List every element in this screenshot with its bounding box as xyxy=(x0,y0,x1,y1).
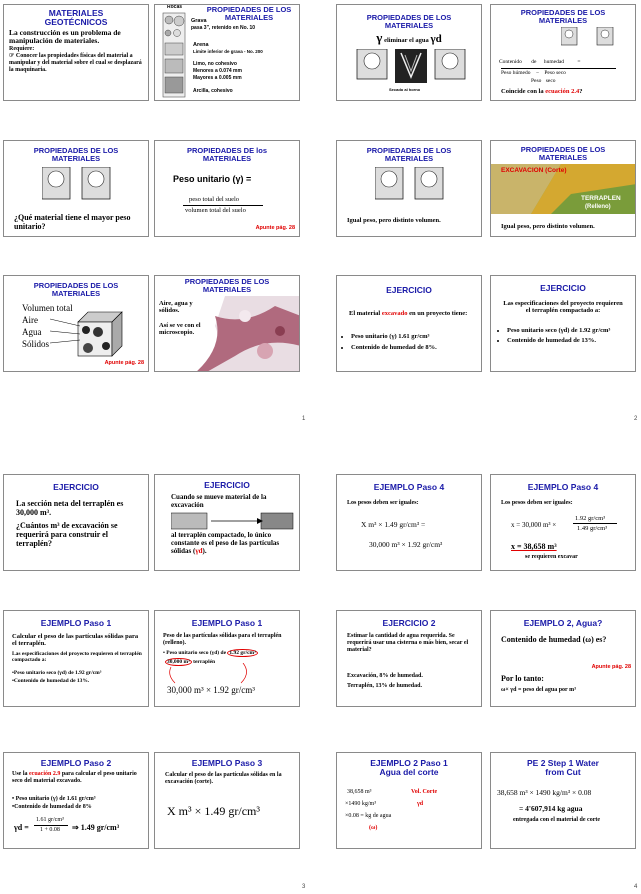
page-number-4: 4 xyxy=(634,884,638,890)
scales-illustration xyxy=(375,167,445,203)
slide-pe2-step1 xyxy=(490,752,636,849)
slide-ejercicio2 xyxy=(336,610,482,707)
eq-term: seco xyxy=(545,78,556,84)
fraction-denominator: volumen total del suelo xyxy=(185,207,246,214)
slide-text: El material xyxy=(349,310,381,317)
slide-materiales-geotecnicos xyxy=(3,4,149,101)
slide-text: ω× γd = peso del agua por m³ xyxy=(501,687,576,693)
slide-text: ? xyxy=(579,88,583,95)
equation-line: 30,000 m³ × 1.92 gr/cm³ xyxy=(369,540,443,549)
fraction-denominator: 1.49 gr/cm³ xyxy=(577,525,608,532)
slide-title: PE 2 Step 1 Water from Cut xyxy=(527,758,599,777)
gamma-d-symbol: γd xyxy=(195,547,203,556)
list-item: •Contenido de humedad de 13%. xyxy=(12,678,90,684)
label-limo-desc2: Mayores a 0.005 mm xyxy=(193,75,242,81)
slide-title: EJEMPLO 2, Agua? xyxy=(523,618,603,628)
label-grava-desc: pasa 3", retenido en No. 10 xyxy=(191,25,256,31)
fraction-numerator: 1.61 gr/cm³ xyxy=(36,817,64,823)
eq-term: Contenido xyxy=(499,59,522,65)
slide-title: PROPIEDADES DE LOS MATERIALES xyxy=(520,145,606,162)
slide-title: EJERCICIO xyxy=(386,285,432,295)
list-item: • Peso unitario (γ) de 1.61 gr/cm³ xyxy=(12,796,96,802)
list-item: Excavación, 8% de humedad. xyxy=(347,673,423,679)
slide-corte-relleno xyxy=(490,140,636,237)
slide-text: Requiere: xyxy=(9,46,35,53)
highlight-value: 30,000 m³ xyxy=(167,659,190,665)
label-relleno: (Relleno) xyxy=(585,204,611,210)
omega-symbol: (ω) xyxy=(369,825,378,831)
slide-title: EJERCICIO 2 xyxy=(382,618,436,628)
slide-title: PROPIEDADES DE LOS MATERIALES xyxy=(184,277,270,294)
result-line: = 4'607,914 kg agua xyxy=(519,804,583,813)
scales-illustration xyxy=(42,167,112,203)
slide-title: PROPIEDADES DE LOS MATERIALES xyxy=(366,146,452,163)
slide-text: Igual peso, pero distinto volumen. xyxy=(347,217,441,224)
eq-term: de xyxy=(531,59,537,65)
slide-text: Use la xyxy=(12,771,28,777)
slide-title: EJEMPLO Paso 1 xyxy=(191,618,263,628)
apunte-note: Apunte pág. 28 xyxy=(104,359,144,366)
slide-ejercicio-seccion xyxy=(3,474,149,571)
equation-line: X m³ × 1.49 gr/cm³ = xyxy=(361,520,426,529)
page-number-2: 2 xyxy=(634,416,638,422)
eq-term: húmedo xyxy=(512,70,531,76)
slide-question: ¿Cuántos m³ de excavación se requerirá para construir el terraplén? xyxy=(16,521,118,549)
slide-title: PROPIEDADES DE LOS MATERIALES xyxy=(366,13,452,30)
slide-soil-classification xyxy=(154,4,300,101)
slide-ejercicio-mover xyxy=(154,474,300,571)
label-agua: Agua xyxy=(22,327,42,337)
label-aire: Aire xyxy=(22,315,38,325)
slide-title: EJEMPLO Paso 3 xyxy=(191,758,263,768)
list-item: •Peso unitario seco (γd) de 1.92 gr/cm³ xyxy=(12,670,102,676)
label-rocas: Rocas xyxy=(167,4,183,10)
page-number-3: 3 xyxy=(302,884,306,890)
highlight-value: 1.92 gr/cm³ xyxy=(229,650,256,656)
list-item: • Contenido de humedad de 13%. xyxy=(507,337,636,344)
label-limo-desc: Menores a 0.074 mm xyxy=(193,68,242,74)
slide-ejercicio-terraplen xyxy=(490,275,636,372)
slide-paso4-resultado xyxy=(490,474,636,571)
list-item: Terraplén, 13% de humedad. xyxy=(347,683,422,689)
slide-peso-unitario xyxy=(154,140,300,237)
formula-label: Peso unitario (γ) = xyxy=(173,174,252,184)
page-number-1: 1 xyxy=(302,416,306,422)
slide-title: EJERCICIO xyxy=(540,283,586,293)
microscope-image xyxy=(155,296,300,372)
slide-text: Aire, agua y sólidos. xyxy=(159,300,193,315)
slide-text: terraplén xyxy=(193,659,216,665)
label-solidos: Sólidos xyxy=(22,339,50,349)
result-line: ⇒ 1.49 gr/cm³ xyxy=(72,823,120,832)
slide-contenido-humedad xyxy=(490,4,636,101)
slide-text: La construcción es un problema de manipulación de materiales. xyxy=(9,27,121,46)
eq-term: Peso xyxy=(544,70,555,76)
list-item: • Peso unitario seco (γd) de xyxy=(163,650,227,656)
slide-text: Los pesos deben ser iguales: xyxy=(347,500,419,506)
equation-line: 38,658 m³ xyxy=(347,789,372,795)
gamma-d-symbol: γd = xyxy=(14,823,29,832)
eq-term: = xyxy=(577,59,581,65)
slide-question: ¿Qué material tiene el mayor peso unitario? xyxy=(14,213,131,232)
label-vol-corte: Vol. Corte xyxy=(411,789,438,795)
slide-title: PROPIEDADES DE LOS MATERIALES xyxy=(206,5,292,22)
fraction-denominator: 1 + 0.08 xyxy=(40,827,60,833)
equation-ref: ecuación 2.4 xyxy=(545,88,580,95)
list-item: • Contenido de humedad de 8%. xyxy=(351,344,481,351)
slide-text: Peso de las partículas sólidas para el terraplén (relleno). xyxy=(163,633,282,646)
slide-text: eliminar el agua xyxy=(384,36,429,44)
pointer-arrows xyxy=(165,663,285,685)
label-arcilla: Arcilla, cohesivo xyxy=(193,88,233,94)
gamma-d-symbol: γd xyxy=(430,32,442,45)
slide-title: PROPIEDADES DE LOS MATERIALES xyxy=(33,146,119,163)
label-arena-desc: Límite inferior de grava - No. 200 xyxy=(193,49,263,54)
slide-ejercicio-excavado xyxy=(336,275,482,372)
slide-text: Calcular el peso de las partículas sólidas para el terraplén. xyxy=(12,633,139,648)
slide-title: EJEMPLO Paso 2 xyxy=(40,758,112,768)
caption: Secado al horno xyxy=(389,87,421,92)
equation-line: X m³ × 1.49 gr/cm³ xyxy=(167,804,260,818)
apunte-note: Apunte pág. 28 xyxy=(591,664,631,670)
eq-term: Peso xyxy=(531,78,542,84)
slide-text: Los pesos deben ser iguales: xyxy=(501,500,573,506)
slide-title: MATERIALES GEOTÉCNICOS xyxy=(44,8,108,27)
slide-text: ). xyxy=(202,547,207,556)
pointer-lines xyxy=(50,316,84,346)
equation-ref: ecuación 2.9 xyxy=(29,771,61,777)
slide-title: PROPIEDADES DE los MATERIALES xyxy=(186,146,268,163)
apunte-note: Apunte pág. 28 xyxy=(255,224,295,231)
slide-mayor-peso xyxy=(3,140,149,237)
slide-question: Contenido de humedad (ω) es? xyxy=(501,635,607,644)
slide-ejemplo2-agua-corte xyxy=(336,752,482,849)
slide-igual-peso xyxy=(336,140,482,237)
gamma-d-symbol: γd xyxy=(417,801,424,807)
label-volumen-total: Volumen total xyxy=(22,303,73,313)
slide-text: Coincide con la xyxy=(501,88,544,95)
slide-paso1-peso xyxy=(154,610,300,707)
label-grava: Grava xyxy=(191,18,207,24)
equation-line: x = 30,000 m³ × xyxy=(511,521,557,529)
slide-paso3 xyxy=(154,752,300,849)
slide-text: Las especificaciones del proyecto requieren el terraplén compactado a: xyxy=(12,651,142,664)
slide-title: EJERCICIO xyxy=(204,480,250,490)
fraction-numerator: 1.92 gr/cm³ xyxy=(575,515,606,522)
scales-illustration xyxy=(561,27,621,47)
slide-paso2 xyxy=(3,752,149,849)
slide-text: entregada con el material de corte xyxy=(513,817,601,823)
gamma-symbol: γ xyxy=(376,29,383,45)
eq-term: Peso xyxy=(501,70,512,76)
slide-text: al terraplén compactado, lo único constante es el peso de las partículas sólidas ( xyxy=(171,531,280,556)
eq-term: − xyxy=(535,70,539,76)
equation-line: 38,658 m³ × 1490 kg/m³ × 0.08 xyxy=(497,788,592,797)
slide-text: Así se ve con el microscopio. xyxy=(159,322,201,337)
list-item: • Peso unitario seco (γd) de 1.92 gr/cm³ xyxy=(507,327,636,334)
label-excavacion: EXCAVACION (Corte) xyxy=(501,167,567,174)
slide-title: EJEMPLO Paso 4 xyxy=(527,482,599,492)
slide-text: La sección neta del terraplén es 30,000 m³. xyxy=(16,499,124,518)
slide-propiedades-secado xyxy=(336,4,482,101)
equation-line: ×1490 kg/m³ xyxy=(345,801,377,807)
equation-line: 30,000 m³ × 1.92 gr/cm³ xyxy=(167,685,255,695)
slide-text: se requieren excavar xyxy=(525,554,578,560)
slide-paso1-terraplen xyxy=(3,610,149,707)
equation-line: ×0.08 = kg de agua xyxy=(345,813,392,819)
result-line: x = 38,658 m³ xyxy=(511,542,557,551)
highlight-excavado: excavado xyxy=(381,310,408,317)
label-arena: Arena xyxy=(193,42,209,48)
slide-title: EJERCICIO xyxy=(53,482,99,492)
slide-title: EJEMPLO Paso 1 xyxy=(40,618,112,628)
slide-text: para calcular el peso unitario seco del material excavado. xyxy=(12,771,137,784)
fraction-numerator: peso total del suelo xyxy=(189,196,240,203)
slide-paso4-iguales xyxy=(336,474,482,571)
slide-text: Por lo tanto: xyxy=(501,674,544,683)
eq-term: seco xyxy=(556,70,566,76)
label-limo: Limo, no cohesivo xyxy=(193,61,237,67)
label-terraplen: TERRAPLEN xyxy=(581,195,621,202)
slide-title: PROPIEDADES DE LOS MATERIALES xyxy=(520,8,606,25)
soil-transport-illustration xyxy=(171,511,295,531)
slide-text: Calcular el peso de las partículas sólidas en la excavación (corte). xyxy=(165,772,282,785)
slide-title: PROPIEDADES DE LOS MATERIALES xyxy=(33,281,119,298)
slide-title: EJEMPLO Paso 4 xyxy=(373,482,445,492)
slide-text: Estimar la cantidad de agua requerida. Se requerirá usar una cisterna o más bien, secar el material? xyxy=(347,633,469,653)
list-item: • Peso unitario (γ) 1.61 gr/cm³ xyxy=(351,333,481,340)
slide-text: Las especificaciones del proyecto requieren el terraplén compactado a: xyxy=(503,300,623,315)
slide-microscopio xyxy=(154,275,300,372)
soil-column-illustration xyxy=(157,11,191,99)
slide-text: en un proyecto tiene: xyxy=(409,310,468,317)
slide-text: Igual peso, pero distinto volumen. xyxy=(501,223,595,230)
slide-ejemplo2-agua xyxy=(490,610,636,707)
eq-term: humedad xyxy=(543,59,565,65)
slide-text: ☞ Conocer las propiedades físicas del material a manipular y del material sobre el cual se desplazará la maquinaria. xyxy=(9,52,142,73)
slide-volumen-total xyxy=(3,275,149,372)
slide-title: EJEMPLO 2 Paso 1 Agua del corte xyxy=(370,758,448,777)
slide-text: Cuando se mueve material de la excavación xyxy=(171,493,267,510)
list-item: •Contenido de humedad de 8% xyxy=(12,804,92,810)
